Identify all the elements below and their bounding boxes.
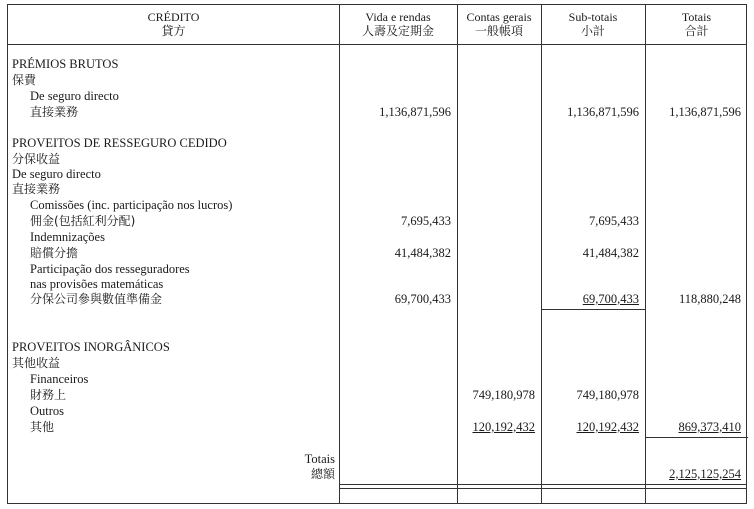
financeiros-subtotal-value: 749,180,978 bbox=[576, 388, 639, 402]
premios-total-value: 1,136,871,596 bbox=[669, 105, 741, 119]
header-subtotais bbox=[541, 10, 645, 38]
financeiros-label-zh: 財務上 bbox=[30, 388, 67, 402]
totais-label-zh: 總額 bbox=[310, 467, 335, 481]
outros-label-zh: 其他 bbox=[30, 420, 55, 434]
participacao-vida-value: 69,700,433 bbox=[394, 292, 451, 306]
section-title-premios: PRÉMIOS BRUTOS bbox=[12, 57, 119, 71]
header-divider bbox=[8, 44, 746, 45]
header-subtotais-zh: 小計 bbox=[580, 24, 605, 38]
header-vida-pt: Vida e rendas bbox=[365, 10, 431, 24]
outros-subtotal-value: 120,192,432 bbox=[576, 420, 639, 434]
header-contas-pt: Contas gerais bbox=[466, 10, 532, 24]
outros-label: Outros bbox=[30, 404, 65, 418]
indemnizacoes-label-zh: 賠償分擔 bbox=[30, 246, 79, 260]
section-title-resseguro-zh: 分保收益 bbox=[12, 152, 61, 166]
column-divider bbox=[339, 5, 340, 503]
column-divider bbox=[645, 5, 646, 503]
column-divider bbox=[457, 5, 458, 503]
participacao-label-zh: 分保公司參與數值準備金 bbox=[30, 292, 163, 306]
subtotal-rule bbox=[541, 309, 645, 310]
comissoes-label: Comissões (inc. participação nos lucros) bbox=[30, 198, 233, 212]
section-title-resseguro: PROVEITOS DE RESSEGURO CEDIDO bbox=[12, 136, 227, 150]
participacao-subtotal-value: 69,700,433 bbox=[582, 292, 639, 306]
section-title-inorganicos: PROVEITOS INORGÂNICOS bbox=[12, 340, 170, 354]
header-subtotais-pt: Sub-totais bbox=[568, 10, 618, 24]
header-totais-zh: 合計 bbox=[684, 24, 709, 38]
premios-vida-value: 1,136,871,596 bbox=[379, 105, 451, 119]
totais-label: Totais bbox=[304, 452, 335, 466]
header-vida-zh: 人壽及定期金 bbox=[361, 24, 434, 38]
header-totais bbox=[645, 10, 748, 38]
section-title-inorganicos-zh: 其他收益 bbox=[12, 356, 61, 370]
comissoes-subtotal-value: 7,695,433 bbox=[589, 214, 639, 228]
resseguro-seguro-directo-zh: 直接業務 bbox=[12, 182, 61, 196]
header-credito bbox=[8, 10, 339, 38]
section-title-premios-zh: 保費 bbox=[12, 73, 37, 87]
premios-seguro-directo-zh: 直接業務 bbox=[30, 105, 79, 119]
financeiros-contas-value: 749,180,978 bbox=[472, 388, 535, 402]
header-credito-zh: 貸方 bbox=[161, 24, 186, 38]
totals-rule bbox=[645, 437, 748, 438]
indemnizacoes-subtotal-value: 41,484,382 bbox=[582, 246, 639, 260]
bottom-rule-1 bbox=[339, 484, 746, 485]
header-contas-zh: 一般帳項 bbox=[474, 24, 523, 38]
outros-contas-value: 120,192,432 bbox=[472, 420, 535, 434]
header-totais-pt: Totais bbox=[681, 10, 712, 24]
financial-statement-table bbox=[7, 4, 747, 504]
financeiros-label: Financeiros bbox=[30, 372, 89, 386]
premios-seguro-directo: De seguro directo bbox=[30, 89, 119, 103]
resseguro-seguro-directo: De seguro directo bbox=[12, 167, 101, 181]
indemnizacoes-label: Indemnizações bbox=[30, 230, 105, 244]
inorganicos-total-value: 869,373,410 bbox=[678, 420, 741, 434]
premios-subtotal-value: 1,136,871,596 bbox=[567, 105, 639, 119]
participacao-label-2: nas provisões matemáticas bbox=[30, 277, 164, 291]
indemnizacoes-vida-value: 41,484,382 bbox=[394, 246, 451, 260]
comissoes-vida-value: 7,695,433 bbox=[401, 214, 451, 228]
header-contas bbox=[457, 10, 541, 38]
participacao-label-1: Participação dos resseguradores bbox=[30, 262, 190, 276]
header-credito-pt: CRÉDITO bbox=[147, 10, 200, 24]
resseguro-total-value: 118,880,248 bbox=[678, 292, 741, 306]
header-vida bbox=[339, 10, 457, 38]
grand-total-value: 2,125,125,254 bbox=[669, 467, 741, 481]
comissoes-label-zh: 佣金(包括紅利分配) bbox=[30, 214, 136, 228]
column-divider bbox=[541, 5, 542, 503]
bottom-rule-2 bbox=[339, 488, 746, 489]
